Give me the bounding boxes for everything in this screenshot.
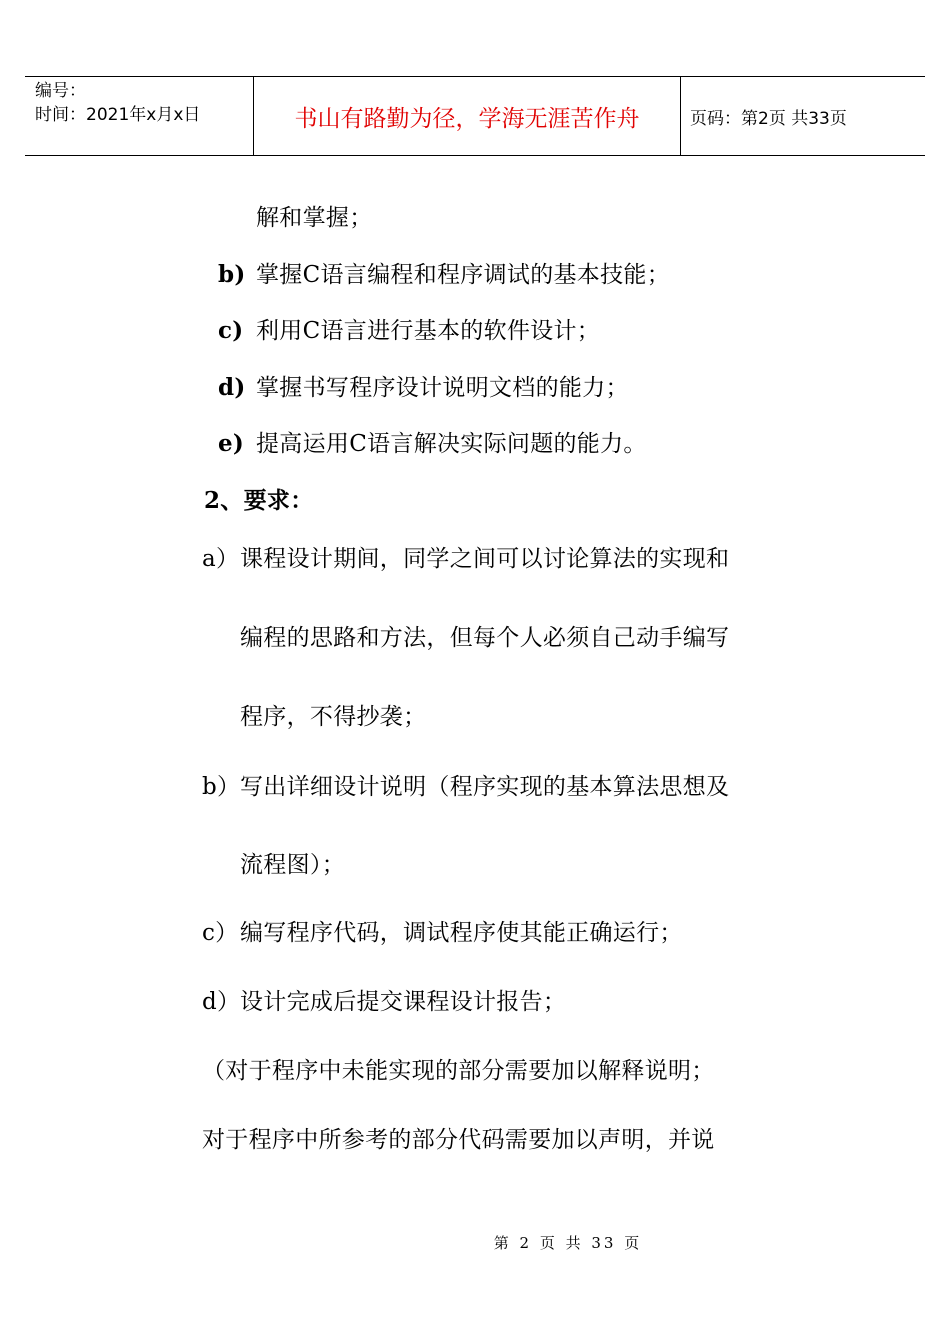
list-marker: d） [202, 989, 241, 1015]
header-motto: 书山有路勤为径，学海无涯苦作舟 [253, 77, 681, 155]
header-meta [25, 77, 253, 155]
page-footer: 第 2 页 共 33 页 [493, 1234, 643, 1252]
requirement-text: 编程的思路和方法，但每个人必须自己动手编写 [240, 625, 730, 651]
list-marker: b) [218, 261, 246, 288]
requirement-item [202, 914, 683, 947]
objective-text: 掌握书写程序设计说明文档的能力； [256, 375, 629, 401]
requirement-text: 流程图）； [240, 852, 345, 878]
requirement-item [202, 983, 566, 1016]
objective-text: 掌握C语言编程和程序调试的基本技能； [256, 262, 670, 288]
requirement-item [202, 768, 729, 801]
text-line: 解和掌握； [256, 205, 373, 231]
requirement-text: 编写程序代码，调试程序使其能正确运行； [240, 920, 683, 946]
requirement-item [202, 540, 729, 573]
document-number-label: 编号： [35, 81, 86, 101]
list-marker: e) [218, 430, 245, 457]
requirement-text: 写出详细设计说明（程序实现的基本算法思想及 [240, 774, 730, 800]
objective-text: 利用C语言进行基本的软件设计； [256, 318, 601, 344]
requirement-text: 设计完成后提交课程设计报告； [240, 989, 567, 1015]
note-line: 对于程序中所参考的部分代码需要加以声明，并说 [202, 1127, 715, 1153]
requirement-text: 课程设计期间，同学之间可以讨论算法的实现和 [240, 546, 730, 572]
header-page-info: 页码：第2页 共33页 [690, 108, 847, 129]
note-line: （对于程序中未能实现的部分需要加以解释说明； [202, 1058, 715, 1084]
requirement-text: 程序，不得抄袭； [240, 704, 427, 730]
list-marker: c） [202, 920, 239, 946]
list-marker: b） [202, 774, 241, 800]
objective-text: 提高运用C语言解决实际问题的能力。 [256, 431, 647, 457]
requirements-heading: 2、要求： [204, 487, 314, 514]
list-marker: d) [218, 374, 246, 401]
objective-item [218, 425, 647, 458]
list-marker: c) [218, 317, 244, 344]
list-marker: a） [202, 546, 240, 572]
objective-item [218, 369, 629, 402]
document-time: 时间：2021年x月x日 [35, 105, 201, 125]
objective-item [218, 256, 670, 289]
page-header [25, 76, 925, 156]
objective-item [218, 312, 600, 345]
